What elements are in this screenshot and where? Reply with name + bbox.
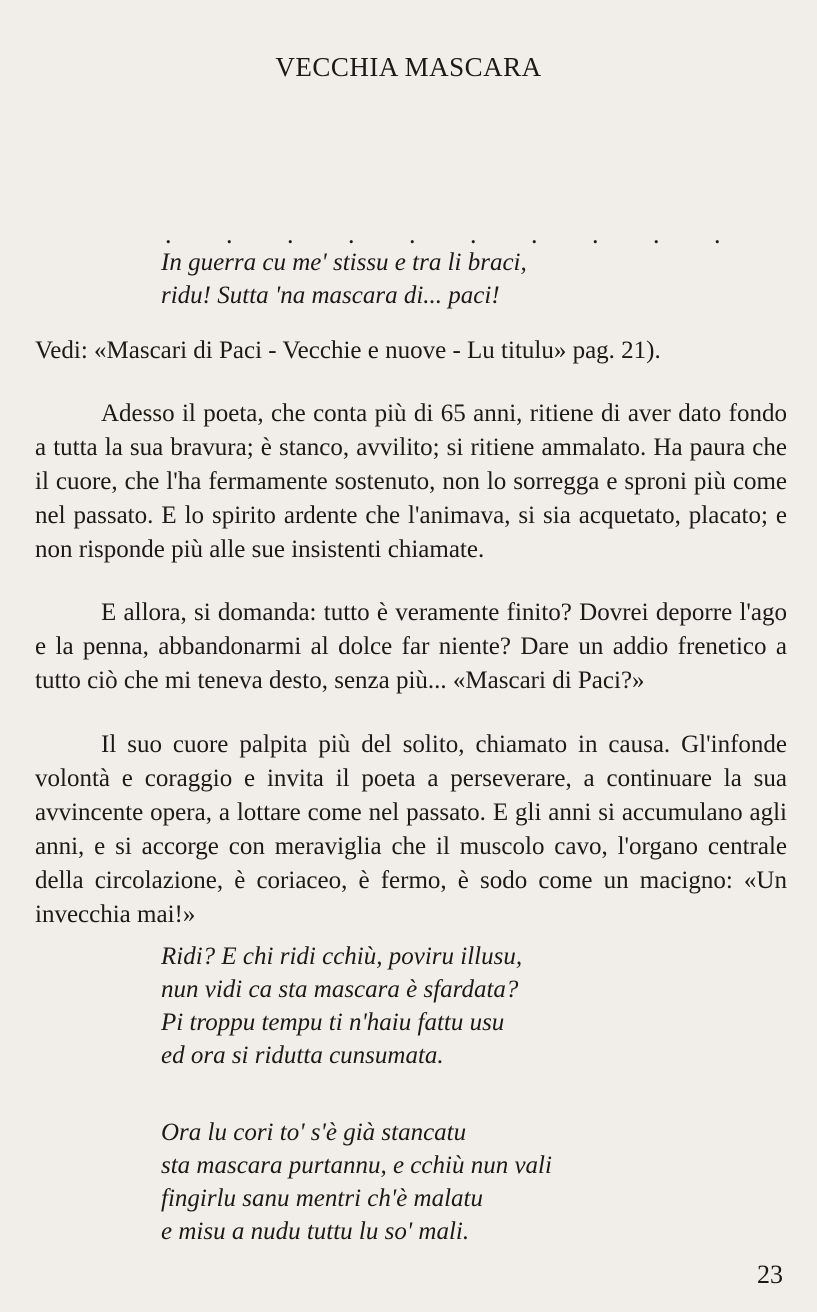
paragraph-1 <box>35 397 787 567</box>
paragraph-2 <box>35 596 787 698</box>
verse-line: ed ora si ridutta cunsumata. <box>161 1042 444 1069</box>
stanza-2 <box>161 1116 552 1248</box>
verse-line: nun vidi ca sta mascara è sfardata? <box>161 976 519 1003</box>
paragraph-text: E allora, si domanda: tutto è veramente finito? Dovrei deporre l'ago e la penna, abbandonarmi al dolce far niente? Dare un addio frenetico a tutto ciò che mi teneva desto, senza più... «Mascari di Paci?» <box>35 599 787 694</box>
page-number: 23 <box>757 1260 783 1289</box>
stanza-1 <box>161 940 522 1072</box>
verse-line: Ora lu cori to' s'è già stancatu <box>161 1119 467 1146</box>
verse-line: e misu a nudu tuttu lu so' mali. <box>161 1218 470 1245</box>
paragraph-3 <box>35 728 787 932</box>
verse-line: Ridi? E chi ridi cchiù, poviru illusu, <box>161 943 523 970</box>
verse-line: sta mascara purtannu, e cchiù nun vali <box>161 1152 552 1179</box>
verse-line: fingirlu sanu mentri ch'è malatu <box>161 1185 483 1212</box>
paragraph-text: Adesso il poeta, che conta più di 65 anni, ritiene di aver dato fondo a tutta la sua bravura; è stanco, avvilito; si ritiene ammalato. Ha paura che il cuore, che l'ha fermamente sostenuto, non lo sorregga e sproni più come nel passato. E lo spirito ardente che l'animava, si sia acquetato, placato; e non risponde più alle sue insistenti chiamate. <box>35 400 787 563</box>
paragraph-text: Il suo cuore palpita più del solito, chiamato in causa. Gl'infonde volontà e coraggio e invita il poeta a perseverare, a continuare la sua avvincente opera, a lottare come nel passato. E gli anni si accumulano agli anni, e si accorge con meraviglia che il muscolo cavo, l'organo centrale della circolazione, è coriaceo, è fermo, è sodo come un macigno: «Un invecchia mai!» <box>35 731 787 928</box>
intro-verse <box>161 246 527 312</box>
verse-line: Pi troppu tempu ti n'haiu fattu usu <box>161 1009 505 1036</box>
reference-note: Vedi: «Mascari di Paci - Vecchie e nuove - Lu titulu» pag. 21). <box>35 337 661 364</box>
page-title: VECCHIA MASCARA <box>275 52 542 82</box>
ellipsis-row: . . . . . . . . . . <box>165 220 745 249</box>
verse-line: ridu! Sutta 'na mascara di... paci! <box>161 282 500 309</box>
verse-line: In guerra cu me' stissu e tra li braci, <box>161 249 527 276</box>
